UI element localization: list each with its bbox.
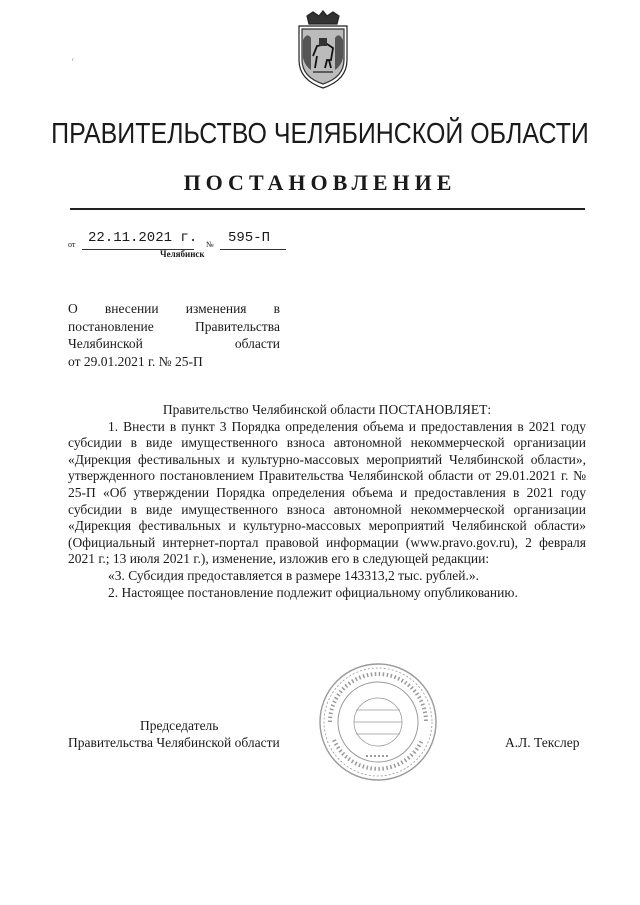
preamble: Правительство Челябинской области ПОСТАНОВЛЯЕТ: <box>162 402 492 417</box>
subject-line: от 29.01.2021 г. № 25-П <box>68 353 203 369</box>
coat-of-arms-icon <box>293 10 353 90</box>
city-name: Челябинск <box>160 249 205 259</box>
signatory-name: А.Л. Текслер <box>505 735 580 750</box>
government-title: ПРАВИТЕЛЬСТВО ЧЕЛЯБИНСКОЙ ОБЛАСТИ <box>51 118 589 150</box>
document-body <box>68 402 586 601</box>
paragraph-1: 1. Внести в пункт 3 Порядка определения объема и предоставления в 2021 году субсидии в виде имущественного взноса автономной некоммерческой организации «Дирекция фестивальных и культурно-массовых мероприятий Челябинской области», утвержденного постановлением Правительства Челябинской области от 29.01.2021 г. № 25-П «Об утверждении Порядка определения объема и предоставления в 2021 году субсидии в виде имущественного взноса автономной некоммерческой организации «Дирекция фестивальных и культурно-массовых мероприятий Челябинской области» (Официальный интернет-портал правовой информации (www.pravo.gov.ru), 2 февраля 2021 г.; 13 июля 2021 г.), изменение, изложив его в следующей редакции: <box>68 418 586 567</box>
amendment-quote: «3. Субсидия предоставляется в размере 143313,2 тыс. рублей.». <box>108 567 479 583</box>
document-type: ПОСТАНОВЛЕНИЕ <box>183 170 457 195</box>
official-seal-icon <box>316 660 440 784</box>
signatory-organization: Правительства Челябинской области <box>68 735 280 750</box>
subject-line: О внесении изменения в <box>68 301 280 316</box>
subject-line: постановление Правительства <box>68 318 280 334</box>
header-divider <box>70 208 585 210</box>
paragraph-2: 2. Настоящее постановление подлежит официальному опубликованию. <box>108 584 518 600</box>
scan-mark: ʳ <box>72 56 74 65</box>
document-number: 595-П <box>228 230 271 246</box>
document-subject <box>68 300 280 370</box>
number-label: № <box>206 240 214 249</box>
date-label: от <box>68 240 76 249</box>
subject-line: Челябинской области <box>68 336 280 351</box>
document-date: 22.11.2021 г. <box>88 230 198 246</box>
signatory-title: Председатель <box>140 718 219 733</box>
number-underline <box>220 249 286 250</box>
